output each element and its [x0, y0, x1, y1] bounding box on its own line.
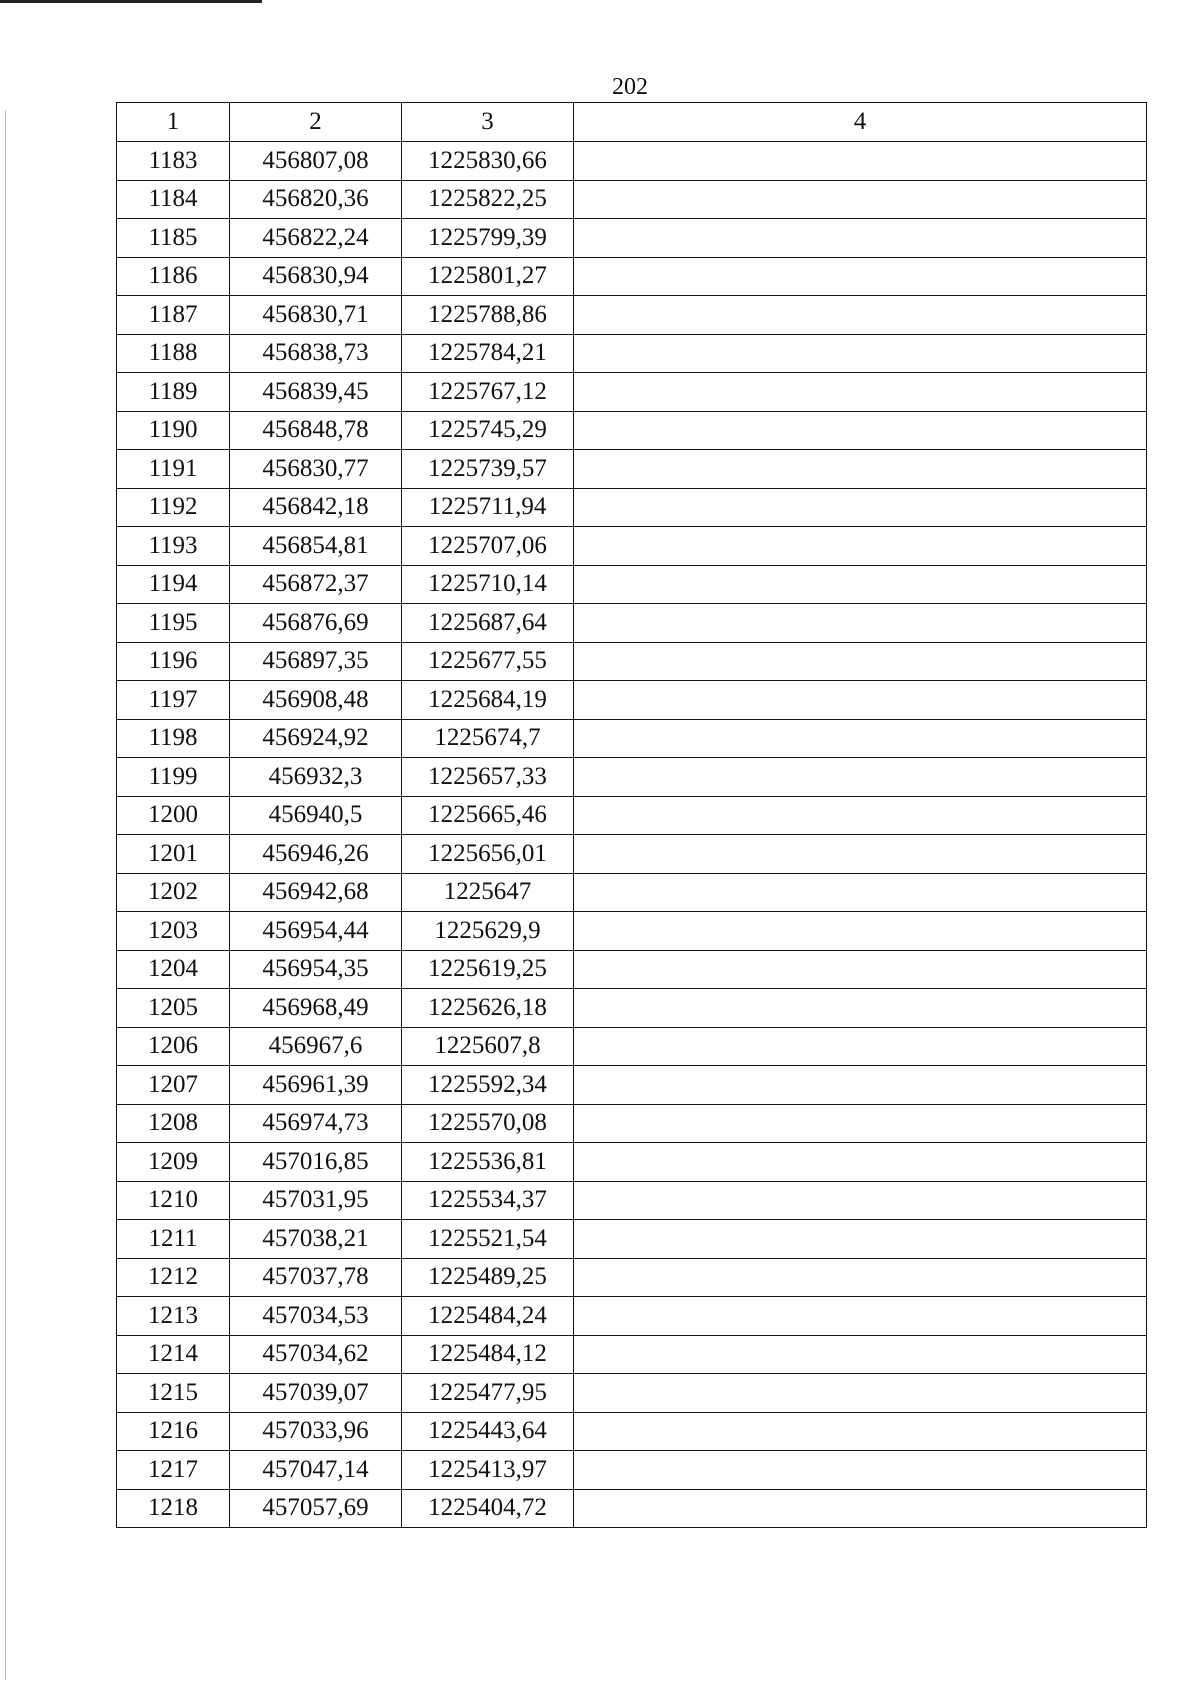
y-coordinate-cell: 1225592,34: [402, 1066, 574, 1105]
table-row: [117, 527, 1147, 566]
x-coordinate-cell: 456820,36: [230, 180, 402, 219]
y-coordinate-cell: 1225484,12: [402, 1335, 574, 1374]
x-coordinate-cell: 457031,95: [230, 1181, 402, 1220]
point-number-cell: 1215: [117, 1374, 230, 1413]
y-coordinate-cell: 1225657,33: [402, 758, 574, 797]
x-coordinate-cell: 456854,81: [230, 527, 402, 566]
table-row: [117, 296, 1147, 335]
x-coordinate-cell: 456830,94: [230, 257, 402, 296]
point-number-cell: 1206: [117, 1027, 230, 1066]
y-coordinate-cell: 1225536,81: [402, 1143, 574, 1182]
point-number-cell: 1218: [117, 1489, 230, 1528]
x-coordinate-cell: 457033,96: [230, 1412, 402, 1451]
y-coordinate-cell: 1225629,9: [402, 912, 574, 951]
x-coordinate-cell: 457039,07: [230, 1374, 402, 1413]
y-coordinate-cell: 1225489,25: [402, 1258, 574, 1297]
table-row: [117, 1181, 1147, 1220]
x-coordinate-cell: 457034,53: [230, 1297, 402, 1336]
table-row: [117, 142, 1147, 181]
y-coordinate-cell: 1225521,54: [402, 1220, 574, 1259]
y-coordinate-cell: 1225607,8: [402, 1027, 574, 1066]
note-cell: [574, 1258, 1147, 1297]
point-number-cell: 1213: [117, 1297, 230, 1336]
note-cell: [574, 180, 1147, 219]
point-number-cell: 1188: [117, 334, 230, 373]
x-coordinate-cell: 456942,68: [230, 873, 402, 912]
point-number-cell: 1186: [117, 257, 230, 296]
point-number-cell: 1183: [117, 142, 230, 181]
y-coordinate-cell: 1225570,08: [402, 1104, 574, 1143]
note-cell: [574, 835, 1147, 874]
column-header: 3: [402, 103, 574, 142]
note-cell: [574, 142, 1147, 181]
note-cell: [574, 912, 1147, 951]
point-number-cell: 1211: [117, 1220, 230, 1259]
note-cell: [574, 1220, 1147, 1259]
x-coordinate-cell: 456842,18: [230, 488, 402, 527]
table-row: [117, 1066, 1147, 1105]
y-coordinate-cell: 1225784,21: [402, 334, 574, 373]
y-coordinate-cell: 1225677,55: [402, 642, 574, 681]
point-number-cell: 1210: [117, 1181, 230, 1220]
x-coordinate-cell: 456961,39: [230, 1066, 402, 1105]
x-coordinate-cell: 456822,24: [230, 219, 402, 258]
point-number-cell: 1202: [117, 873, 230, 912]
note-cell: [574, 373, 1147, 412]
table-row: [117, 1297, 1147, 1336]
note-cell: [574, 411, 1147, 450]
point-number-cell: 1203: [117, 912, 230, 951]
column-header: 4: [574, 103, 1147, 142]
point-number-cell: 1192: [117, 488, 230, 527]
y-coordinate-cell: 1225626,18: [402, 989, 574, 1028]
y-coordinate-cell: 1225710,14: [402, 565, 574, 604]
point-number-cell: 1196: [117, 642, 230, 681]
x-coordinate-cell: 456876,69: [230, 604, 402, 643]
table-row: [117, 604, 1147, 643]
point-number-cell: 1191: [117, 450, 230, 489]
x-coordinate-cell: 456908,48: [230, 681, 402, 720]
x-coordinate-cell: 456872,37: [230, 565, 402, 604]
y-coordinate-cell: 1225801,27: [402, 257, 574, 296]
y-coordinate-cell: 1225707,06: [402, 527, 574, 566]
table-row: [117, 989, 1147, 1028]
note-cell: [574, 950, 1147, 989]
table-row: [117, 719, 1147, 758]
table-row: [117, 1027, 1147, 1066]
table-body: [117, 142, 1147, 1528]
point-number-cell: 1208: [117, 1104, 230, 1143]
table-header-row: [117, 103, 1147, 142]
note-cell: [574, 1489, 1147, 1528]
x-coordinate-cell: 456974,73: [230, 1104, 402, 1143]
x-coordinate-cell: 456830,71: [230, 296, 402, 335]
x-coordinate-cell: 456940,5: [230, 796, 402, 835]
left-margin-line: [5, 110, 6, 1680]
x-coordinate-cell: 457034,62: [230, 1335, 402, 1374]
x-coordinate-cell: 456897,35: [230, 642, 402, 681]
table-row: [117, 835, 1147, 874]
note-cell: [574, 1297, 1147, 1336]
table-row: [117, 1258, 1147, 1297]
y-coordinate-cell: 1225711,94: [402, 488, 574, 527]
note-cell: [574, 604, 1147, 643]
y-coordinate-cell: 1225739,57: [402, 450, 574, 489]
column-header: 2: [230, 103, 402, 142]
note-cell: [574, 1066, 1147, 1105]
point-number-cell: 1201: [117, 835, 230, 874]
note-cell: [574, 642, 1147, 681]
y-coordinate-cell: 1225745,29: [402, 411, 574, 450]
note-cell: [574, 1027, 1147, 1066]
table-row: [117, 1374, 1147, 1413]
y-coordinate-cell: 1225674,7: [402, 719, 574, 758]
y-coordinate-cell: 1225619,25: [402, 950, 574, 989]
note-cell: [574, 1104, 1147, 1143]
table-row: [117, 334, 1147, 373]
table-row: [117, 642, 1147, 681]
table-row: [117, 373, 1147, 412]
table-row: [117, 1335, 1147, 1374]
x-coordinate-cell: 456830,77: [230, 450, 402, 489]
point-number-cell: 1216: [117, 1412, 230, 1451]
note-cell: [574, 719, 1147, 758]
point-number-cell: 1190: [117, 411, 230, 450]
table-row: [117, 758, 1147, 797]
table-row: [117, 1104, 1147, 1143]
point-number-cell: 1189: [117, 373, 230, 412]
note-cell: [574, 1412, 1147, 1451]
note-cell: [574, 1374, 1147, 1413]
note-cell: [574, 257, 1147, 296]
x-coordinate-cell: 456838,73: [230, 334, 402, 373]
table-row: [117, 873, 1147, 912]
x-coordinate-cell: 456839,45: [230, 373, 402, 412]
table-row: [117, 950, 1147, 989]
table-row: [117, 450, 1147, 489]
note-cell: [574, 1451, 1147, 1490]
x-coordinate-cell: 456807,08: [230, 142, 402, 181]
y-coordinate-cell: 1225484,24: [402, 1297, 574, 1336]
note-cell: [574, 796, 1147, 835]
point-number-cell: 1185: [117, 219, 230, 258]
y-coordinate-cell: 1225822,25: [402, 180, 574, 219]
y-coordinate-cell: 1225534,37: [402, 1181, 574, 1220]
y-coordinate-cell: 1225684,19: [402, 681, 574, 720]
y-coordinate-cell: 1225656,01: [402, 835, 574, 874]
y-coordinate-cell: 1225413,97: [402, 1451, 574, 1490]
point-number-cell: 1214: [117, 1335, 230, 1374]
table-row: [117, 257, 1147, 296]
note-cell: [574, 681, 1147, 720]
table-row: [117, 1489, 1147, 1528]
note-cell: [574, 450, 1147, 489]
x-coordinate-cell: 456954,44: [230, 912, 402, 951]
table-row: [117, 1412, 1147, 1451]
table-row: [117, 411, 1147, 450]
point-number-cell: 1209: [117, 1143, 230, 1182]
note-cell: [574, 1143, 1147, 1182]
y-coordinate-cell: 1225687,64: [402, 604, 574, 643]
x-coordinate-cell: 457057,69: [230, 1489, 402, 1528]
note-cell: [574, 1181, 1147, 1220]
y-coordinate-cell: 1225788,86: [402, 296, 574, 335]
x-coordinate-cell: 456848,78: [230, 411, 402, 450]
table-row: [117, 219, 1147, 258]
point-number-cell: 1184: [117, 180, 230, 219]
y-coordinate-cell: 1225647: [402, 873, 574, 912]
point-number-cell: 1187: [117, 296, 230, 335]
y-coordinate-cell: 1225830,66: [402, 142, 574, 181]
point-number-cell: 1212: [117, 1258, 230, 1297]
note-cell: [574, 758, 1147, 797]
x-coordinate-cell: 457016,85: [230, 1143, 402, 1182]
note-cell: [574, 488, 1147, 527]
page-number: 202: [612, 74, 648, 100]
point-number-cell: 1198: [117, 719, 230, 758]
y-coordinate-cell: 1225665,46: [402, 796, 574, 835]
y-coordinate-cell: 1225799,39: [402, 219, 574, 258]
point-number-cell: 1200: [117, 796, 230, 835]
y-coordinate-cell: 1225477,95: [402, 1374, 574, 1413]
point-number-cell: 1207: [117, 1066, 230, 1105]
coordinates-table: [116, 102, 1147, 1528]
note-cell: [574, 527, 1147, 566]
x-coordinate-cell: 456946,26: [230, 835, 402, 874]
point-number-cell: 1193: [117, 527, 230, 566]
table-row: [117, 1143, 1147, 1182]
note-cell: [574, 219, 1147, 258]
table-row: [117, 565, 1147, 604]
table-row: [117, 1451, 1147, 1490]
note-cell: [574, 873, 1147, 912]
y-coordinate-cell: 1225404,72: [402, 1489, 574, 1528]
note-cell: [574, 296, 1147, 335]
column-header: 1: [117, 103, 230, 142]
x-coordinate-cell: 457047,14: [230, 1451, 402, 1490]
point-number-cell: 1205: [117, 989, 230, 1028]
note-cell: [574, 989, 1147, 1028]
y-coordinate-cell: 1225443,64: [402, 1412, 574, 1451]
x-coordinate-cell: 457038,21: [230, 1220, 402, 1259]
table-row: [117, 180, 1147, 219]
table-row: [117, 912, 1147, 951]
point-number-cell: 1197: [117, 681, 230, 720]
x-coordinate-cell: 456968,49: [230, 989, 402, 1028]
x-coordinate-cell: 456954,35: [230, 950, 402, 989]
point-number-cell: 1195: [117, 604, 230, 643]
x-coordinate-cell: 456932,3: [230, 758, 402, 797]
x-coordinate-cell: 456967,6: [230, 1027, 402, 1066]
note-cell: [574, 1335, 1147, 1374]
top-edge-rule: [0, 0, 262, 3]
x-coordinate-cell: 457037,78: [230, 1258, 402, 1297]
note-cell: [574, 334, 1147, 373]
note-cell: [574, 565, 1147, 604]
point-number-cell: 1204: [117, 950, 230, 989]
table-row: [117, 681, 1147, 720]
point-number-cell: 1194: [117, 565, 230, 604]
point-number-cell: 1199: [117, 758, 230, 797]
table-row: [117, 1220, 1147, 1259]
table-row: [117, 488, 1147, 527]
point-number-cell: 1217: [117, 1451, 230, 1490]
y-coordinate-cell: 1225767,12: [402, 373, 574, 412]
table-row: [117, 796, 1147, 835]
x-coordinate-cell: 456924,92: [230, 719, 402, 758]
